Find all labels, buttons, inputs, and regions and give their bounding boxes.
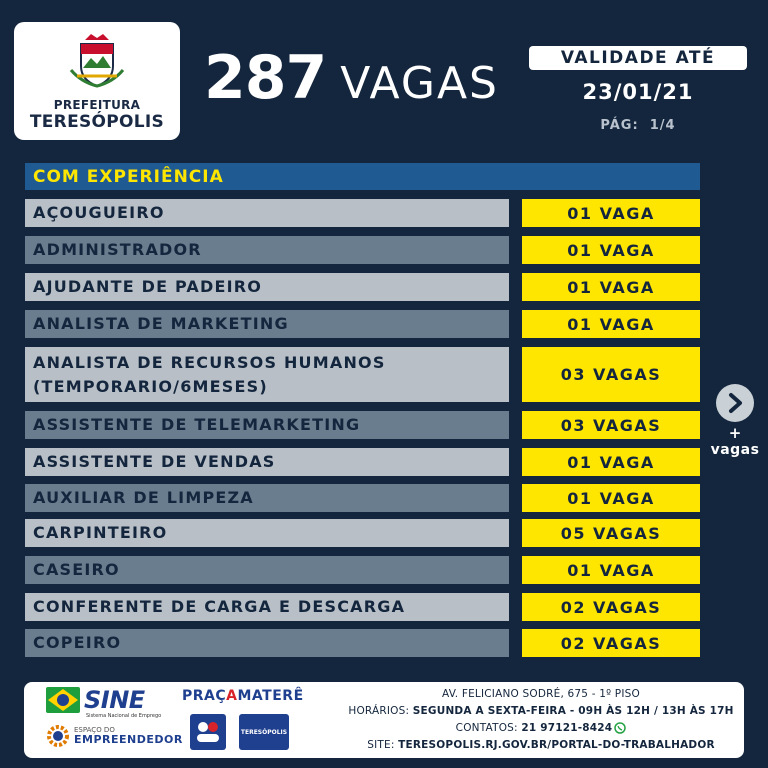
site	[342, 737, 740, 754]
gear-icon	[46, 724, 70, 748]
job-title	[25, 593, 509, 621]
section-title: COM EXPERIÊNCIA	[25, 163, 700, 190]
job-row	[25, 448, 700, 476]
brazil-flag-icon	[46, 687, 80, 713]
job-title-text: ASSISTENTE DE TELEMARKETING	[33, 415, 361, 435]
job-count: 05 VAGAS	[522, 519, 700, 547]
job-title	[25, 411, 509, 439]
partner-badge-icon	[190, 714, 226, 750]
job-title-text: CASEIRO	[33, 560, 120, 580]
site-link[interactable]: TERESOPOLIS.RJ.GOV.BR/PORTAL-DO-TRABALHADOR	[398, 739, 715, 751]
sine-subtitle: Sistema Nacional de Emprego	[86, 713, 162, 719]
page-label: PÁG:	[600, 118, 639, 133]
hours-label: HORÁRIOS:	[348, 705, 410, 717]
people-icon	[190, 714, 226, 750]
job-count: 01 VAGA	[522, 556, 700, 584]
job-title-text: AUXILIAR DE LIMPEZA	[33, 488, 254, 508]
job-row	[25, 347, 700, 402]
job-count: 01 VAGA	[522, 199, 700, 227]
job-title	[25, 484, 509, 512]
praca-part-c: MATERÊ	[237, 688, 304, 704]
espaco-empreendedor-logo	[46, 724, 183, 748]
job-title-text: COPEIRO	[33, 633, 122, 653]
job-title	[25, 519, 509, 547]
job-title	[25, 236, 509, 264]
contacts	[342, 720, 740, 737]
job-title	[25, 629, 509, 657]
more-label: vagas	[710, 442, 760, 458]
job-count: 02 VAGAS	[522, 593, 700, 621]
job-title-text: AJUDANTE DE PADEIRO	[33, 277, 263, 297]
hours	[342, 703, 740, 720]
job-count: 01 VAGA	[522, 236, 700, 264]
contacts-label: CONTATOS:	[455, 722, 518, 734]
praca-part-a: PRAÇ	[182, 688, 227, 704]
validity-label: VALIDADE ATÉ	[529, 46, 747, 70]
next-page-button[interactable]	[716, 384, 754, 422]
job-row	[25, 273, 700, 301]
praca-materê-logo	[182, 688, 304, 704]
job-count: 02 VAGAS	[522, 629, 700, 657]
more-plus: +	[728, 424, 742, 442]
job-title	[25, 347, 509, 402]
job-row	[25, 199, 700, 227]
job-title-text: ASSISTENTE DE VENDAS	[33, 452, 276, 472]
job-title	[25, 273, 509, 301]
job-row	[25, 236, 700, 264]
job-title	[25, 199, 509, 227]
hours-value: SEGUNDA A SEXTA-FEIRA - 09H ÀS 12H / 13H ÀS 17H	[412, 705, 734, 717]
job-count: 01 VAGA	[522, 273, 700, 301]
sine-logo	[46, 686, 145, 714]
job-count: 03 VAGAS	[522, 347, 700, 402]
prefeitura-logo	[14, 22, 180, 140]
site-label: SITE:	[367, 739, 395, 751]
job-row	[25, 411, 700, 439]
job-row	[25, 484, 700, 512]
partner-badge-teresopolis: TERESÓPOLIS	[239, 714, 289, 750]
empre-small: ESPAÇO DO	[74, 725, 115, 734]
address: AV. FELICIANO SODRÉ, 675 - 1º PISO	[442, 688, 640, 700]
page-value: 1/4	[649, 118, 676, 133]
job-title-text: ANALISTA DE MARKETING	[33, 314, 289, 334]
job-count: 01 VAGA	[522, 484, 700, 512]
vacancy-total: 287	[204, 43, 327, 113]
validity-date: 23/01/21	[582, 80, 694, 104]
job-title-text: CARPINTEIRO	[33, 523, 168, 543]
job-title	[25, 448, 509, 476]
headline	[204, 43, 499, 113]
page-indicator	[529, 118, 747, 133]
footer	[24, 682, 744, 758]
job-title-text: ANALISTA DE RECURSOS HUMANOS	[33, 353, 386, 373]
whatsapp-icon	[614, 722, 626, 734]
job-title-text: ADMINISTRADOR	[33, 240, 202, 260]
job-row	[25, 519, 700, 547]
contact-info	[342, 686, 740, 754]
job-count: 03 VAGAS	[522, 411, 700, 439]
job-row	[25, 556, 700, 584]
vacancy-word: VAGAS	[340, 58, 499, 109]
contacts-value: 21 97121-8424	[521, 722, 613, 734]
logo-line-2: TERESÓPOLIS	[29, 112, 165, 132]
sine-text: SINE	[84, 686, 145, 714]
job-title-text: CONFERENTE DE CARGA E DESCARGA	[33, 597, 406, 617]
job-count: 01 VAGA	[522, 448, 700, 476]
praca-part-b: A	[226, 688, 238, 704]
job-title	[25, 310, 509, 338]
job-row	[25, 629, 700, 657]
job-count: 01 VAGA	[522, 310, 700, 338]
job-row	[25, 593, 700, 621]
job-title-text: AÇOUGUEIRO	[33, 203, 165, 223]
job-title-detail: (TEMPORARIO/6MESES)	[33, 376, 268, 396]
coat-of-arms-icon	[67, 30, 127, 90]
logo-line-1: PREFEITURA	[53, 98, 141, 112]
chevron-right-icon	[724, 392, 746, 414]
empre-big: EMPREENDEDOR	[74, 732, 183, 746]
job-title	[25, 556, 509, 584]
job-row	[25, 310, 700, 338]
